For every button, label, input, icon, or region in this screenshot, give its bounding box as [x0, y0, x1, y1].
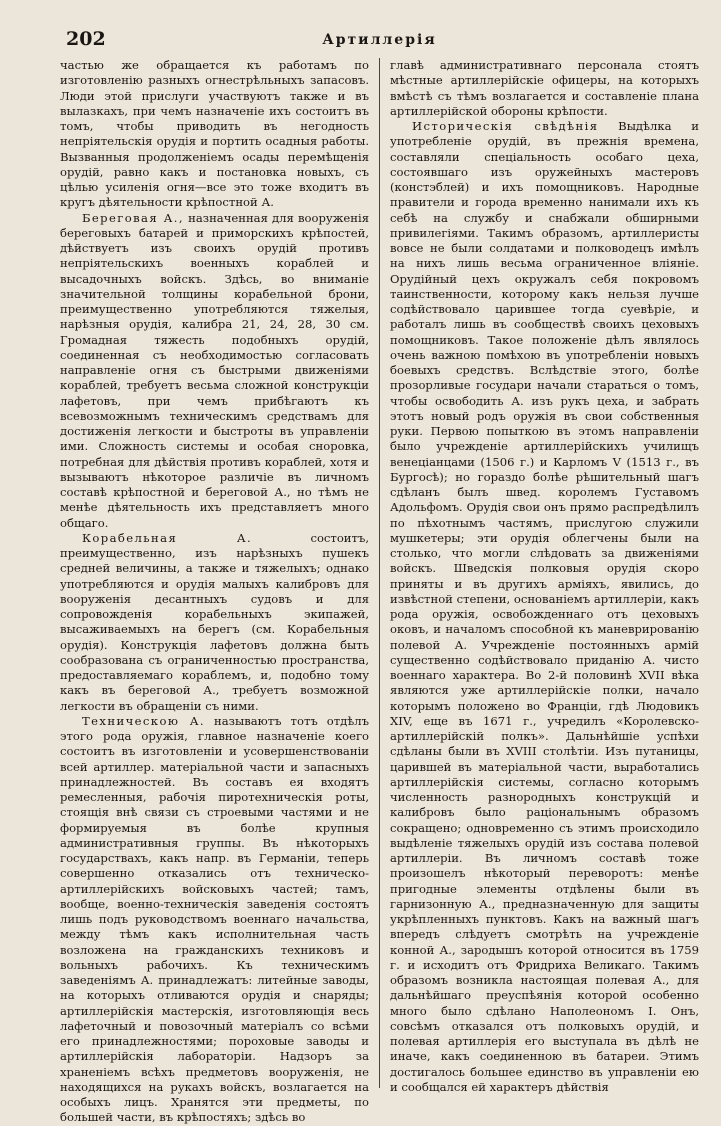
left-column	[60, 58, 370, 1125]
paragraph-text: главѣ административнаго персонала стоятъ мѣстные артиллерійскіе офицеры, на которыхъ вмѣстѣ съ тѣмъ возлагается и составленіе плана артиллерійской обороны крѣпости.	[390, 58, 700, 118]
paragraph-text: называютъ тотъ отдѣлъ этого рода оружія, главное назначеніе коего состоитъ въ изготовленіи и усовершенствованіи всей артиллер. матеріальной части и запасныхъ принадлежностей. Въ составъ ея входятъ ремесленныя, рабочія пиротехническія роты, стоящія внѣ связи съ строевыми частями и не формируемыя въ болѣе крупныя административныя группы. Въ нѣкоторыхъ государствахъ, какъ напр. въ Германіи, теперь совершенно отказались отъ техническо-артиллерійскихъ войсковыхъ частей; тамъ, вообще, военно-техническія заведенія состоятъ лишь подъ руководствомъ военнаго начальства, между тѣмъ какъ исполнительная часть возложена на гражданскихъ техниковъ и вольныхъ рабочихъ. Къ техническимъ заведеніямъ А. принадлежатъ: литейные заводы, на которыхъ отливаются орудія и снаряды; артиллерійскія мастерскія, изготовляющія весь лафеточный и повозочный матеріалъ со всѣми его принадлежностями; пороховые заводы и артиллерійскія лабораторіи. Надзоръ за храненіемъ всѣхъ предметовъ вооруженія, не находящихся на рукахъ войскъ, возлагается на особыхъ лицъ. Хранятся эти предметы, по большей части, въ крѣпостяхъ; здѣсь во	[60, 713, 370, 1125]
paragraph	[60, 531, 369, 714]
text-columns	[60, 58, 700, 1125]
term-heading: Техническою А.	[82, 713, 206, 728]
page-header	[60, 28, 699, 58]
paragraph	[60, 211, 369, 531]
column-divider	[379, 58, 380, 1088]
page-number: 202	[66, 28, 106, 50]
term-heading: Корабельная А.	[82, 530, 253, 545]
running-head: Артиллерія	[322, 32, 437, 48]
paragraph	[60, 714, 369, 1126]
paragraph-text: назначенная для вооруженія береговыхъ батарей и приморскихъ крѣпостей, дѣйствуетъ изъ своихъ орудій противъ непріятельскихъ военныхъ кораблей и высадочныхъ войскъ. Здѣсь, во вниманіе значительной толщины корабельной брони, преимущественно употребляются тяжелыя, нарѣзныя орудія, калибра 21, 24, 28, 30 см. Громадная тяжесть подобныхъ орудій, соединенная съ необходимостью согласовать направленіе огня съ быстрыми движеніями кораблей, требуетъ весьма сложной конструкціи лафетовъ, при чемъ прибѣгаютъ къ всевозможнымъ техническимъ средствамъ для достиженія легкости и быстроты въ управленіи ими. Сложность системы и особая сноровка, потребная для дѣйствія противъ кораблей, хотя и вызываютъ нѣкоторое различіе въ личномъ составѣ крѣпостной и береговой А., но тѣмъ не менѣе дѣятельность ихъ представляетъ много общаго.	[60, 210, 370, 530]
term-heading: Историческія свѣдѣнія	[412, 119, 599, 133]
paragraph-text: состоитъ, преимущественно, изъ нарѣзныхъ пушекъ средней величины, а также и тяжелыхъ; однако употребляются и орудія малыхъ калибровъ для вооруженія десантныхъ судовъ и для сопровожденія корабельныхъ экипажей, высаживаемыхъ на берегъ (см. Корабельныя орудія). Конструкція лафетовъ должна быть сообразована съ ограниченностью пространства, предоставляемаго кораблемъ, и, подобно тому какъ въ береговой А., требуетъ возможной легкости въ обращеніи съ ними.	[60, 530, 370, 713]
paragraph	[390, 119, 699, 1095]
paragraph-text: частью же обращается къ работамъ по изготовленію разныхъ огнестрѣльныхъ запасовъ. Люди этой прислуги участвуютъ также и въ вылазкахъ, при чемъ назначеніе ихъ состоитъ въ томъ, чтобы приводить въ негодность непріятельскія орудія и портить осадныя работы. Вызванныя продолженіемъ осады перемѣщенія орудій, равно какъ и постановка новыхъ, съ цѣлью усиленія огня—все это тоже входитъ въ кругъ дѣятельности крѣпостной А.	[60, 58, 370, 210]
paragraph	[390, 58, 699, 119]
term-heading: Береговая А.,	[82, 210, 184, 225]
paragraph	[60, 58, 369, 211]
paragraph-text: Выдѣлка и употребленіе орудій, въ прежнія времена, составляли спеціальность особаго цеха, состоявшаго изъ оружейныхъ мастеровъ (констэблей) и ихъ помощниковъ. Народные правители и города временно нанимали ихъ къ себѣ на службу и снабжали обширными привилегіями. Такимъ образомъ, артиллеристы вовсе не были солдатами и полководецъ имѣлъ на нихъ лишь весьма ограниченное вліяніе. Орудійный цехъ окружалъ себя покровомъ таинственности, которому какъ нельзя лучше содѣйствовало царившее тогда суевѣріе, и работалъ лишь въ сообществѣ своихъ цеховыхъ помощниковъ. Такое положеніе дѣлъ являлось очень важною помѣхою въ употребленіи новыхъ боевыхъ средствъ. Вслѣдствіе этого, болѣе прозорливые государи начали стараться о томъ, чтобы освободить А. изъ рукъ цеха, и забрать этотъ новый родъ оружія въ свои собственныя руки. Первою попыткою въ этомъ направленіи было учрежденіе артиллерійскихъ училищъ венеціанцами (1506 г.) и Карломъ V (1513 г., въ Бургосѣ); но гораздо болѣе рѣшительный шагъ сдѣланъ былъ швед. королемъ Густавомъ Адольфомъ. Орудія свои онъ прямо распредѣлилъ по пѣхотнымъ частямъ, прислугою служили мушкетеры; эти орудія облегчены были на столько, что могли слѣдовать за движеніями войскъ. Шведскія полковыя орудія скоро приняты и въ другихъ арміяхъ, явились, до извѣстной степени, основаніемъ артиллеріи, какъ рода оружія, освобожденнаго отъ цеховыхъ оковъ, и началомъ способной къ маневрированію полевой А. Учрежденіе постоянныхъ армій существенно содѣйствовало приданію А. чисто военнаго характера. Во 2-й половинѣ XVII вѣка являются уже артиллерійскіе полки, начало которымъ положено во Франціи, гдѣ Людовикъ XIV, еще въ 1671 г., учредилъ «Королевско-артиллерійскій полкъ». Дальнѣйшіе успѣхи сдѣланы были въ XVIII столѣтіи. Изъ путаницы, царившей въ матеріальной части, выработались артиллерійскія системы, согласно которымъ численность разнородныхъ конструкцій и калибровъ было раціональнымъ образомъ сокращено; одновременно съ этимъ происходило выдѣленіе тяжелыхъ орудій изъ состава полевой артиллеріи. Въ личномъ составѣ тоже произошелъ нѣкоторый переворотъ: менѣе пригодные элементы отдѣлены были въ гарнизонную А., предназначенную для защиты укрѣпленныхъ пунктовъ. Какъ на важный шагъ впередъ слѣдуетъ смотрѣть на учрежденіе конной А., зародышъ которой относится въ 1759 г. и исходитъ отъ Фридриха Великаго. Такимъ образомъ возникла настоящая полевая А., для дальнѣйшаго преуспѣянія которой особенно много было сдѣлано Наполеономъ I. Онъ, совсѣмъ отказался отъ полковыхъ орудій, и полевая артиллерія его выступала въ дѣлѣ не иначе, какъ соединенною въ батареи. Этимъ достигалось большее единство въ управленіи ею и сообщался ей характеръ дѣйствія	[390, 119, 700, 1094]
right-column	[390, 58, 700, 1094]
